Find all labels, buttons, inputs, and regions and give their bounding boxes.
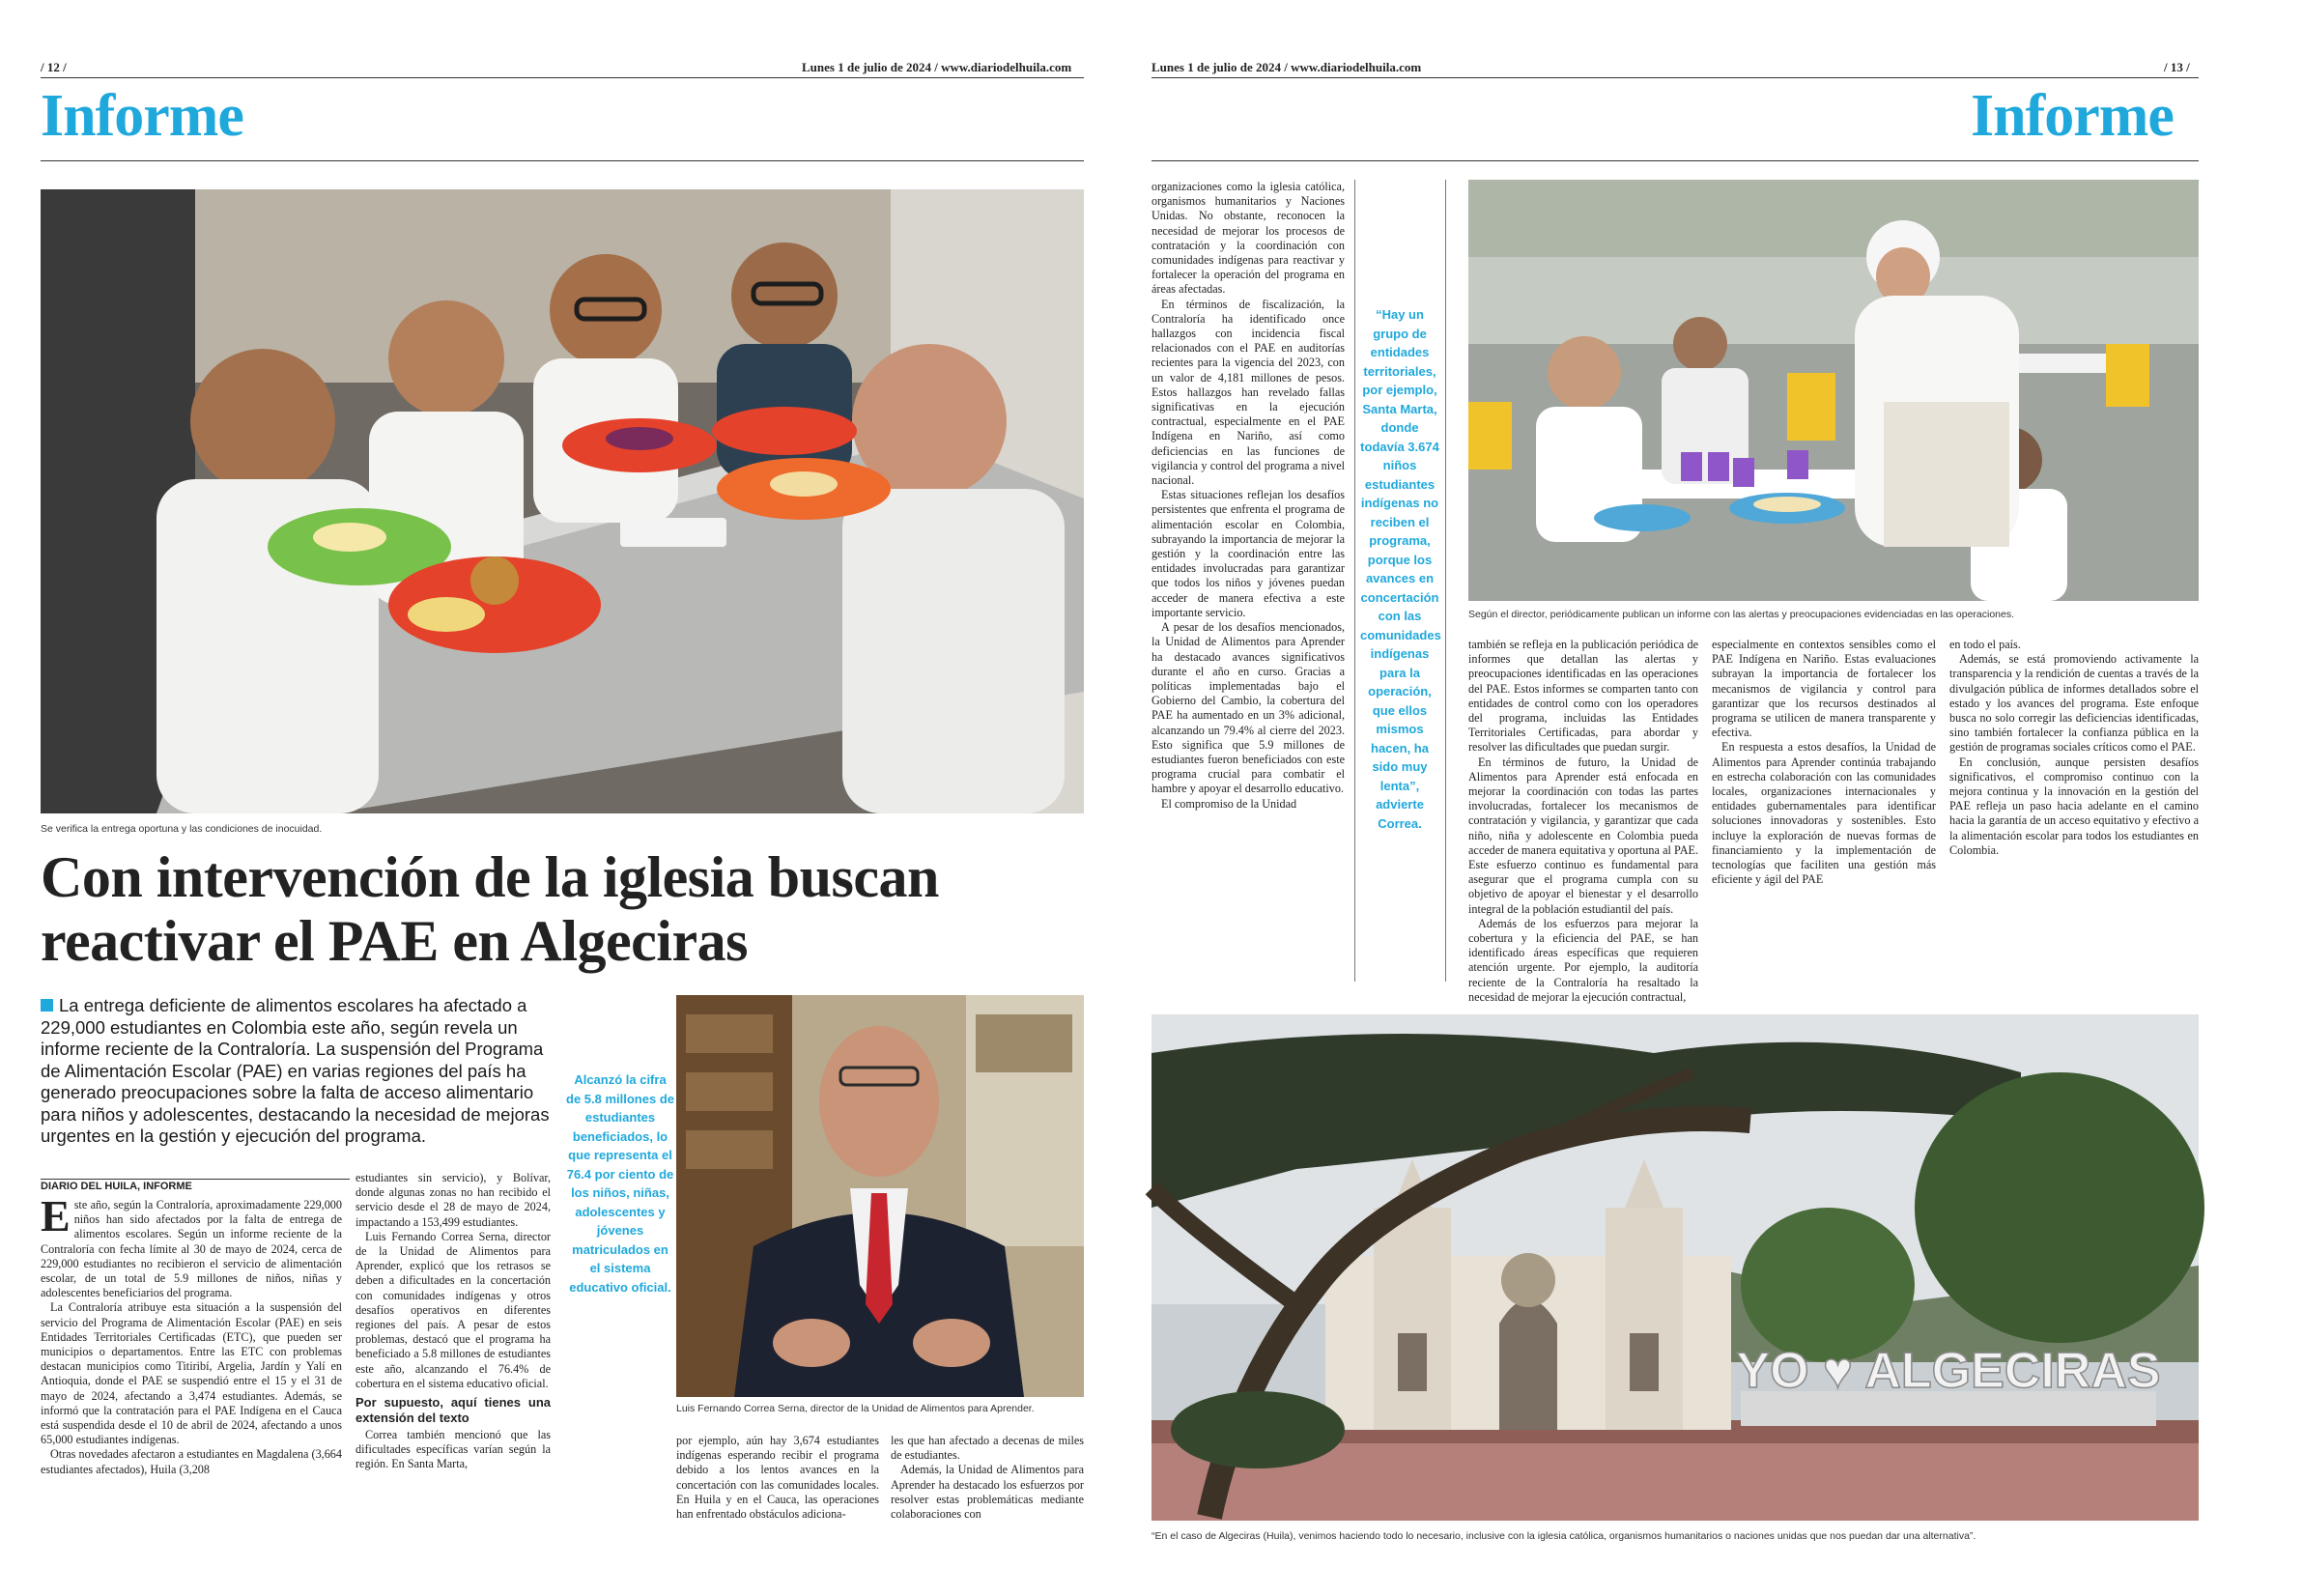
col1-paragraph-2: La Contraloría atribuye esta situación a la suspensión del servicio del Programa de Alimentación Escolar (PAE) en seis Entidades Territoriales Certificadas (ETC), que pueden ser municipios o departamentos. Entre las ETC con problemas destacan municipios como Titiribí, Argelia, Jardín y Yalí en Antioquia, donde el PAE se suspendió entre el 15 y el 31 de mayo de 2024, afectando a 3,474 estudiantes. Además, se informó que la contratación para el PAE Indígena en el Cauca está suspendida desde el 10 de abril de 2024, afectando a unos 65,000 estudiantes indígenas. (41, 1300, 342, 1447)
r-col1-paragraph-1: organizaciones como la iglesia católica, organismos humanitarios y Naciones Unidas. No obstante, reconocen la necesidad de mejorar los procesos de contratación y la coordinación con comunidades indígenas para reactivar y fortalecer la operación del programa en áreas afectadas. (1152, 180, 1345, 297)
right-column-1 (1152, 180, 1345, 982)
column-divider (1354, 180, 1355, 982)
canteen-photo-caption: Según el director, periódicamente publican un informe con las alertas y preocupaciones evidenciadas en las operaciones. (1468, 609, 2015, 620)
school-canteen-photo (1468, 180, 2199, 601)
r-colA-paragraph-3: Además de los esfuerzos para mejorar la cobertura y la eficiencia del PAE, se han identificado áreas específicas que requieren atención urgente. Por ejemplo, la auditoría reciente de la Contraloría ha resaltado la necesidad de mejorar la ejecución contractual, (1468, 916, 1698, 1004)
col2-subheading: Por supuesto, aquí tienes una extensión del texto (355, 1395, 551, 1426)
right-page (1152, 0, 2303, 1596)
r-colA-paragraph-1: también se refleja en la publicación periódica de informes que detallan las alertas y preocupaciones identificadas en las operaciones del PAE. Estos informes se comparten tanto con entidades de control como con los operadores del programa, incluidas las Entidades Territoriales Certificadas, para abordar y resolver las dificultades que puedan surgir. (1468, 638, 1698, 755)
lead-bullet-square (41, 999, 53, 1012)
dateline: Lunes 1 de julio de 2024 / www.diariodelhuila.com (802, 60, 1072, 74)
col1-paragraph-1 (41, 1191, 342, 1300)
r-colB-paragraph-2: En respuesta a estos desafíos, la Unidad de Alimentos para Aprender continúa trabajando en estrecha colaboración con las comunidades locales, organizaciones internacionales y entidades gubernamentales para identificar soluciones innovadoras y sostenibles. Esto incluye la exploración de nuevas formas de financiamiento y la implementación de tecnologías que faciliten una gestión más eficiente y ágil del PAE (1712, 740, 1936, 887)
headline: Con intervención de la iglesia buscan reactivar el PAE en Algeciras (41, 845, 939, 973)
col1-p1-text: ste año, según la Contraloría, aproximadamente 229,000 niños han sido afectados por la falta de entrega de alimentos escolares. Según un informe reciente de la Contraloría con fecha límite al 30 de mayo de 2024, cerca de 229,000 estudiantes no recibieron el servicio de alimentación escolar, de un total de 5.9 millones de niños, niñas y adolescentes beneficiarios del programa. (41, 1198, 342, 1300)
column-divider (1445, 180, 1446, 982)
church-photo-caption: “En el caso de Algeciras (Huila), venimos haciendo todo lo necesario, inclusive con la iglesia católica, organismos humanitarios o naciones unidas que nos puedan dar una alternativa”. (1152, 1530, 1976, 1542)
left-column-2 (355, 1171, 551, 1584)
byline-rule (41, 1179, 350, 1180)
left-column-3 (676, 1434, 879, 1584)
r-colC-paragraph-1: en todo el país. (1949, 638, 2021, 651)
left-pull-quote: Alcanzó la cifra de 5.8 millones de estudiantes beneficiados, lo que representa el 76.4 por ciento de los niños, niñas, adolescentes y jóvenes matriculados en el sistema educativo oficial. (566, 1072, 674, 1295)
col2-paragraph-1: estudiantes sin servicio), y Bolívar, donde algunas zonas no han recibido el servicio desde el 28 de mayo de 2024, impactando a 153,499 estudiantes. (355, 1171, 551, 1229)
algeciras-church-illustration (1152, 1014, 2199, 1521)
right-column-a (1468, 638, 1698, 1004)
right-column-c (1949, 638, 2199, 985)
drop-cap: E (41, 1191, 71, 1240)
col2-paragraph-3: Correa también mencionó que las dificultades específicas varían según la región. En Santa Marta, (355, 1428, 551, 1471)
r-col1-paragraph-4: A pesar de los desafíos mencionados, la Unidad de Alimentos para Aprender ha destacado avances significativos durante el año en curso. Gracias a políticas implementadas bajo el Gobierno del Cambio, la cobertura del PAE ha aumentado en un 3% adicional, alcanzando un 79.4% al cierre del 2023. Esto significa que 5.9 millones de estudiantes fueron beneficiados con este programa crucial para combatir el hambre y apoyar el desarrollo educativo. (1152, 620, 1345, 796)
col4-paragraph-1: les que han afectado a decenas de miles de estudiantes. (891, 1434, 1084, 1463)
section-title: Informe (41, 83, 243, 149)
dateline: Lunes 1 de julio de 2024 / www.diariodelhuila.com (1152, 60, 1422, 74)
col3-paragraph-1: por ejemplo, aún hay 3,674 estudiantes indígenas esperando recibir el programa debido a los lentos avances en la concertación con las comunidades locales. En Huila y en el Cauca, las operaciones han enfrentado obstáculos adiciona- (676, 1434, 879, 1522)
col2-paragraph-2: Luis Fernando Correa Serna, director de la Unidad de Alimentos para Aprender, explicó que los retrasos se deben a dificultades en la concertación con comunidades indígenas y otros desafíos operativos en diferentes regiones del país. A pesar de estos problemas, destacó que el programa ha beneficiado a 5.8 millones de estudiantes este año, alcanzando el 76.4% de cobertura en el sistema educativo oficial. (355, 1229, 551, 1390)
header-rule (1152, 160, 2199, 161)
lead-text: La entrega deficiente de alimentos escolares ha afectado a 229,000 estudiantes en Colombia este año, según revela un informe reciente de la Contraloría. La suspensión del Programa de Alimentación Escolar (PAE) en varias regiones del país ha generado preocupaciones sobre la falta de acceso alimentario para niños y adolescentes, destacando la necesidad de mejoras urgentes en la gestión y ejecución del programa. (41, 995, 550, 1146)
students-lunch-illustration (41, 189, 1084, 813)
section-title: Informe (1971, 83, 2174, 149)
r-colB-paragraph-1: especialmente en contextos sensibles como el PAE Indígena en Nariño. Estas evaluaciones subrayan la importancia de fortalecer los mecanismos de vigilancia y control para garantizar que los recursos destinados al programa se utilicen de manera transparente y efectiva. (1712, 638, 1936, 740)
left-column-4 (891, 1434, 1084, 1584)
top-rule (1152, 77, 2199, 78)
algeciras-church-photo (1152, 1014, 2199, 1521)
director-portrait-photo (676, 995, 1084, 1397)
r-colA-paragraph-2: En términos de futuro, la Unidad de Alimentos para Aprender está enfocada en mejorar la coordinación con todas las partes involucradas, fortalecer los mecanismos de contratación y vigilancia, y garantizar que cada niño, niña y adolescente en Colombia pueda acceder de manera equitativa y oportuna al PAE. Este esfuerzo continuo es fundamental para asegurar que el programa cumpla con su objetivo de apoyar el bienestar y el desarrollo integral de la población estudiantil del país. (1468, 755, 1698, 916)
r-col1-paragraph-3: Estas situaciones reflejan los desafíos persistentes que enfrenta el programa de alimentación escolar en Colombia, subrayando la importancia de mejorar la gestión y la coordinación entre las entidades involucradas para garantizar que todos los niños y jóvenes puedan acceder de manera efectiva a este importante servicio. (1152, 488, 1345, 619)
r-col1-paragraph-2: En términos de fiscalización, la Contraloría ha identificado once hallazgos con incidencia fiscal relacionados con el PAE en auditorías recientes para la vigencia del 2023, con un valor de 4,181 millones de pesos. Estos hallazgos han revelado fallas significativas en la ejecución contractual, especialmente en el PAE Indígena en Nariño, así como deficiencias en las funciones de vigilancia y control del programa a nivel nacional. (1152, 297, 1345, 488)
header-rule (41, 160, 1084, 161)
r-colC-paragraph-3: En conclusión, aunque persisten desafíos significativos, el compromiso continuo con la mejora continua y la innovación en la gestión del PAE refleja un paso hacia adelante en el camino hacia la garantía de un acceso equitativo y efectivo a la alimentación escolar para todos los estudiantes en Colombia. (1949, 755, 2199, 857)
left-column-1 (41, 1191, 342, 1584)
lead-paragraph (41, 995, 553, 1148)
top-rule (41, 77, 1084, 78)
students-lunch-photo (41, 189, 1084, 813)
right-pull-quote: “Hay un grupo de entidades territoriales, por ejemplo, Santa Marta, donde todavía 3.674 niños estudiantes indígenas no reciben el programa, porque los avances en concertación con las comunidades indígenas para la operación, que ellos mismos hacen, ha sido muy lenta”, advierte Correa. (1360, 307, 1441, 831)
byline: DIARIO DEL HUILA, INFORME (41, 1181, 192, 1192)
page-number: / 13 / (2164, 60, 2190, 74)
col1-paragraph-3: Otras novedades afectaron a estudiantes en Magdalena (3,664 estudiantes afectados), Huila (3,208 (41, 1447, 342, 1476)
r-col1-paragraph-5: El compromiso de la Unidad (1161, 796, 1297, 811)
top-photo-caption: Se verifica la entrega oportuna y las condiciones de inocuidad. (41, 823, 323, 835)
director-portrait-illustration (676, 995, 1084, 1397)
school-canteen-illustration (1468, 180, 2199, 601)
right-column-b (1712, 638, 1936, 985)
portrait-caption: Luis Fernando Correa Serna, director de la Unidad de Alimentos para Aprender. (676, 1403, 1035, 1414)
algeciras-sign-text: YO ♥ ALGECIRAS (1736, 1343, 2161, 1399)
page-number: / 12 / (41, 60, 67, 74)
col4-paragraph-2: Además, la Unidad de Alimentos para Aprender ha destacado los esfuerzos por resolver estas problemáticas mediante colaboraciones con (891, 1463, 1084, 1522)
r-colC-paragraph-2: Además, se está promoviendo activamente la transparencia y la rendición de cuentas a través de la divulgación pública de informes detallados sobre el estado y los avances del programa. Este enfoque busca no solo corregir las deficiencias identificadas, sino también fortalecer la confianza pública en la gestión de programas sociales críticos como el PAE. (1949, 652, 2199, 755)
